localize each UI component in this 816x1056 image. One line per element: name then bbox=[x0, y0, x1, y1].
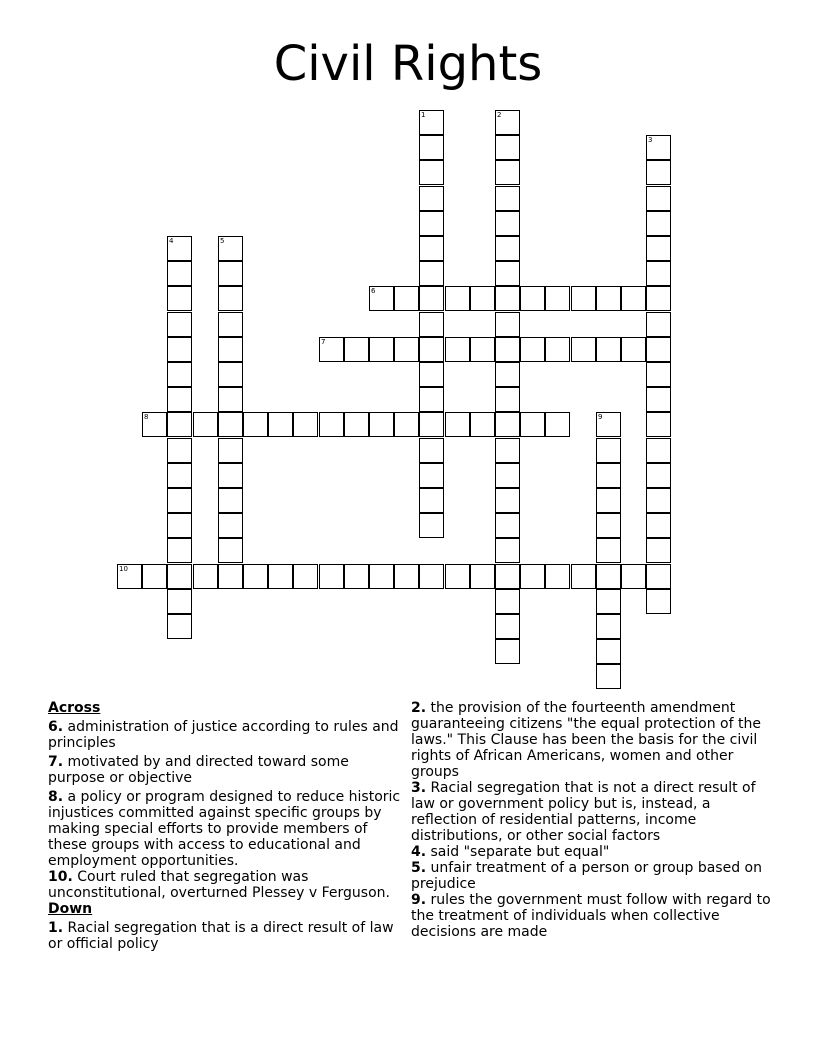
crossword-cell[interactable] bbox=[445, 412, 470, 437]
crossword-cell[interactable] bbox=[495, 160, 520, 185]
crossword-cell[interactable] bbox=[243, 412, 268, 437]
crossword-cell[interactable] bbox=[319, 564, 344, 589]
crossword-cell[interactable] bbox=[243, 564, 268, 589]
clue-across-6 bbox=[48, 719, 403, 751]
clue-text: administration of justice according to rules and principles bbox=[48, 719, 399, 751]
clue-text: a policy or program designed to reduce historic injustices committed against specific groups by making special efforts to provide members of these groups with access to educational and employment opportunities. bbox=[48, 789, 401, 869]
clue-text: Court ruled that segregation was unconstitutional, overturned Plessey v Ferguson. bbox=[48, 869, 390, 901]
clues-left-column bbox=[48, 700, 403, 955]
crossword-cell[interactable] bbox=[495, 488, 520, 513]
crossword-cell[interactable] bbox=[646, 337, 671, 362]
crossword-cell[interactable] bbox=[218, 261, 243, 286]
clue-text: rules the government must follow with regard to the treatment of individuals when collective decisions are made bbox=[411, 892, 771, 940]
crossword-cell[interactable] bbox=[596, 589, 621, 614]
crossword-cell[interactable] bbox=[293, 412, 318, 437]
crossword-cell[interactable] bbox=[596, 286, 621, 311]
crossword-cell[interactable] bbox=[596, 538, 621, 563]
crossword-cell[interactable] bbox=[344, 564, 369, 589]
clue-down-5 bbox=[411, 860, 771, 892]
crossword-cell[interactable] bbox=[520, 286, 545, 311]
crossword-cell[interactable] bbox=[419, 186, 444, 211]
crossword-cell[interactable] bbox=[369, 564, 394, 589]
crossword-cell[interactable] bbox=[419, 438, 444, 463]
crossword-cell[interactable] bbox=[520, 412, 545, 437]
crossword-cell[interactable] bbox=[495, 110, 520, 135]
crossword-cell[interactable] bbox=[571, 564, 596, 589]
crossword-cell[interactable] bbox=[621, 286, 646, 311]
crossword-cell[interactable] bbox=[167, 564, 192, 589]
crossword-cell[interactable] bbox=[646, 463, 671, 488]
cell-number: 8 bbox=[144, 413, 149, 421]
crossword-cell[interactable] bbox=[495, 513, 520, 538]
crossword-cell[interactable] bbox=[470, 412, 495, 437]
crossword-cell[interactable] bbox=[419, 362, 444, 387]
crossword-cell[interactable] bbox=[545, 337, 570, 362]
crossword-cell[interactable] bbox=[117, 564, 142, 589]
crossword-cell[interactable] bbox=[495, 135, 520, 160]
page-title: Civil Rights bbox=[273, 36, 543, 92]
crossword-cell[interactable] bbox=[218, 412, 243, 437]
clue-number: 7. bbox=[48, 754, 64, 770]
crossword-cell[interactable] bbox=[470, 286, 495, 311]
crossword-cell[interactable] bbox=[218, 362, 243, 387]
crossword-cell[interactable] bbox=[218, 513, 243, 538]
crossword-cell[interactable] bbox=[419, 564, 444, 589]
clue-number: 3. bbox=[411, 780, 427, 796]
crossword-cell[interactable] bbox=[419, 387, 444, 412]
crossword-cell[interactable] bbox=[142, 412, 167, 437]
crossword-cell[interactable] bbox=[596, 614, 621, 639]
clue-text: Racial segregation that is not a direct result of law or government policy but is, instead, a reflection of residential patterns, income distributions, or other social factors bbox=[411, 780, 756, 844]
crossword-cell[interactable] bbox=[167, 513, 192, 538]
crossword-cell[interactable] bbox=[218, 312, 243, 337]
crossword-cell[interactable] bbox=[218, 286, 243, 311]
crossword-cell[interactable] bbox=[495, 337, 520, 362]
crossword-cell[interactable] bbox=[167, 387, 192, 412]
crossword-cell[interactable] bbox=[646, 564, 671, 589]
crossword-cell[interactable] bbox=[319, 412, 344, 437]
clue-text: said "separate but equal" bbox=[426, 844, 610, 860]
clue-number: 4. bbox=[411, 844, 427, 860]
clue-down-9 bbox=[411, 892, 771, 940]
crossword-cell[interactable] bbox=[646, 286, 671, 311]
crossword-cell[interactable] bbox=[419, 236, 444, 261]
crossword-cell[interactable] bbox=[495, 362, 520, 387]
clue-number: 9. bbox=[411, 892, 427, 908]
crossword-cell[interactable] bbox=[571, 337, 596, 362]
crossword-cell[interactable] bbox=[167, 312, 192, 337]
clue-number: 5. bbox=[411, 860, 427, 876]
crossword-cell[interactable] bbox=[445, 286, 470, 311]
across-heading: Across bbox=[48, 700, 101, 716]
crossword-cell[interactable] bbox=[495, 211, 520, 236]
clue-number: 8. bbox=[48, 789, 64, 805]
crossword-cell[interactable] bbox=[445, 564, 470, 589]
crossword-cell[interactable] bbox=[394, 412, 419, 437]
crossword-cell[interactable] bbox=[621, 337, 646, 362]
crossword-cell[interactable] bbox=[470, 337, 495, 362]
crossword-cell[interactable] bbox=[344, 337, 369, 362]
crossword-cell[interactable] bbox=[596, 664, 621, 689]
crossword-cell[interactable] bbox=[344, 412, 369, 437]
crossword-cell[interactable] bbox=[218, 538, 243, 563]
crossword-cell[interactable] bbox=[646, 513, 671, 538]
crossword-cell[interactable] bbox=[394, 286, 419, 311]
crossword-cell[interactable] bbox=[646, 261, 671, 286]
crossword-cell[interactable] bbox=[142, 564, 167, 589]
crossword-cell[interactable] bbox=[646, 488, 671, 513]
crossword-cell[interactable] bbox=[495, 463, 520, 488]
crossword-cell[interactable] bbox=[167, 614, 192, 639]
crossword-cell[interactable] bbox=[495, 312, 520, 337]
crossword-cell[interactable] bbox=[167, 488, 192, 513]
clue-across-7 bbox=[48, 754, 403, 786]
crossword-cell[interactable] bbox=[218, 488, 243, 513]
crossword-cell[interactable] bbox=[495, 614, 520, 639]
crossword-cell[interactable] bbox=[646, 362, 671, 387]
crossword-cell[interactable] bbox=[419, 337, 444, 362]
crossword-cell[interactable] bbox=[218, 438, 243, 463]
crossword-cell[interactable] bbox=[167, 236, 192, 261]
crossword-cell[interactable] bbox=[394, 564, 419, 589]
crossword-cell[interactable] bbox=[646, 312, 671, 337]
crossword-cell[interactable] bbox=[218, 387, 243, 412]
crossword-cell[interactable] bbox=[369, 337, 394, 362]
crossword-cell[interactable] bbox=[646, 538, 671, 563]
crossword-cell[interactable] bbox=[268, 564, 293, 589]
crossword-cell[interactable] bbox=[545, 564, 570, 589]
cell-number: 9 bbox=[598, 413, 603, 421]
crossword-cell[interactable] bbox=[419, 312, 444, 337]
crossword-cell[interactable] bbox=[167, 261, 192, 286]
clue-text: motivated by and directed toward some purpose or objective bbox=[48, 754, 349, 786]
cell-number: 7 bbox=[321, 338, 326, 346]
crossword-cell[interactable] bbox=[419, 261, 444, 286]
crossword-cell[interactable] bbox=[571, 286, 596, 311]
crossword-cell[interactable] bbox=[167, 538, 192, 563]
clue-across-8 bbox=[48, 789, 403, 869]
crossword-cell[interactable] bbox=[520, 564, 545, 589]
crossword-cell[interactable] bbox=[369, 286, 394, 311]
clue-text: unfair treatment of a person or group based on prejudice bbox=[411, 860, 762, 892]
crossword-cell[interactable] bbox=[596, 438, 621, 463]
clue-text: Racial segregation that is a direct result of law or official policy bbox=[48, 920, 394, 952]
crossword-cell[interactable] bbox=[268, 412, 293, 437]
crossword-cell[interactable] bbox=[419, 412, 444, 437]
clue-down-4 bbox=[411, 844, 771, 860]
crossword-cell[interactable] bbox=[596, 513, 621, 538]
crossword-cell[interactable] bbox=[218, 236, 243, 261]
clues-right-column bbox=[411, 700, 771, 943]
crossword-cell[interactable] bbox=[167, 362, 192, 387]
crossword-cell[interactable] bbox=[218, 337, 243, 362]
crossword-cell[interactable] bbox=[646, 589, 671, 614]
crossword-cell[interactable] bbox=[445, 337, 470, 362]
clue-number: 6. bbox=[48, 719, 64, 735]
crossword-cell[interactable] bbox=[419, 160, 444, 185]
crossword-cell[interactable] bbox=[646, 438, 671, 463]
clue-down-1 bbox=[48, 920, 403, 952]
crossword-cell[interactable] bbox=[218, 564, 243, 589]
crossword-cell[interactable] bbox=[545, 412, 570, 437]
crossword-cell[interactable] bbox=[596, 488, 621, 513]
crossword-cell[interactable] bbox=[495, 438, 520, 463]
crossword-cell[interactable] bbox=[495, 286, 520, 311]
cell-number: 5 bbox=[220, 237, 225, 245]
crossword-cell[interactable] bbox=[495, 589, 520, 614]
cell-number: 2 bbox=[497, 111, 502, 119]
crossword-cell[interactable] bbox=[167, 337, 192, 362]
crossword-cell[interactable] bbox=[596, 639, 621, 664]
crossword-cell[interactable] bbox=[621, 564, 646, 589]
crossword-cell[interactable] bbox=[646, 186, 671, 211]
clue-number: 10. bbox=[48, 869, 73, 885]
clue-down-3 bbox=[411, 780, 771, 844]
cell-number: 4 bbox=[169, 237, 174, 245]
crossword-cell[interactable] bbox=[167, 286, 192, 311]
crossword-cell[interactable] bbox=[495, 186, 520, 211]
crossword-cell[interactable] bbox=[193, 412, 218, 437]
crossword-cell[interactable] bbox=[419, 513, 444, 538]
cell-number: 1 bbox=[421, 111, 426, 119]
crossword-cell[interactable] bbox=[394, 337, 419, 362]
down-heading: Down bbox=[48, 901, 93, 917]
clue-down-2 bbox=[411, 700, 771, 780]
crossword-cell[interactable] bbox=[419, 211, 444, 236]
clue-number: 2. bbox=[411, 700, 427, 716]
crossword-cell[interactable] bbox=[596, 564, 621, 589]
crossword-cell[interactable] bbox=[167, 589, 192, 614]
crossword-cell[interactable] bbox=[167, 438, 192, 463]
crossword-cell[interactable] bbox=[369, 412, 394, 437]
crossword-cell[interactable] bbox=[193, 564, 218, 589]
cell-number: 3 bbox=[648, 136, 653, 144]
crossword-cell[interactable] bbox=[419, 135, 444, 160]
crossword-cell[interactable] bbox=[470, 564, 495, 589]
clue-text: the provision of the fourteenth amendment guaranteeing citizens "the equal protection of the laws." This Clause has been the basis for the civil rights of African Americans, women and other groups bbox=[411, 700, 761, 780]
crossword-cell[interactable] bbox=[545, 286, 570, 311]
crossword-cell[interactable] bbox=[495, 412, 520, 437]
cell-number: 6 bbox=[371, 287, 376, 295]
crossword-cell[interactable] bbox=[495, 564, 520, 589]
crossword-cell[interactable] bbox=[495, 639, 520, 664]
crossword-cell[interactable] bbox=[419, 286, 444, 311]
crossword-cell[interactable] bbox=[167, 463, 192, 488]
crossword-cell[interactable] bbox=[596, 337, 621, 362]
crossword-cell[interactable] bbox=[646, 135, 671, 160]
crossword-cell[interactable] bbox=[596, 463, 621, 488]
crossword-cell[interactable] bbox=[596, 412, 621, 437]
cell-number: 10 bbox=[119, 565, 128, 573]
crossword-cell[interactable] bbox=[646, 236, 671, 261]
crossword-cell[interactable] bbox=[319, 337, 344, 362]
crossword-cell[interactable] bbox=[495, 261, 520, 286]
crossword-cell[interactable] bbox=[293, 564, 318, 589]
crossword-cell[interactable] bbox=[218, 463, 243, 488]
crossword-cell[interactable] bbox=[646, 160, 671, 185]
crossword-cell[interactable] bbox=[646, 211, 671, 236]
crossword-cell[interactable] bbox=[646, 387, 671, 412]
crossword-cell[interactable] bbox=[167, 412, 192, 437]
crossword-cell[interactable] bbox=[419, 488, 444, 513]
clue-across-10 bbox=[48, 869, 403, 901]
crossword-cell[interactable] bbox=[495, 236, 520, 261]
crossword-cell[interactable] bbox=[495, 387, 520, 412]
crossword-cell[interactable] bbox=[495, 538, 520, 563]
crossword-cell[interactable] bbox=[520, 337, 545, 362]
crossword-cell[interactable] bbox=[419, 463, 444, 488]
crossword-cell[interactable] bbox=[646, 412, 671, 437]
crossword-cell[interactable] bbox=[419, 110, 444, 135]
clue-number: 1. bbox=[48, 920, 64, 936]
